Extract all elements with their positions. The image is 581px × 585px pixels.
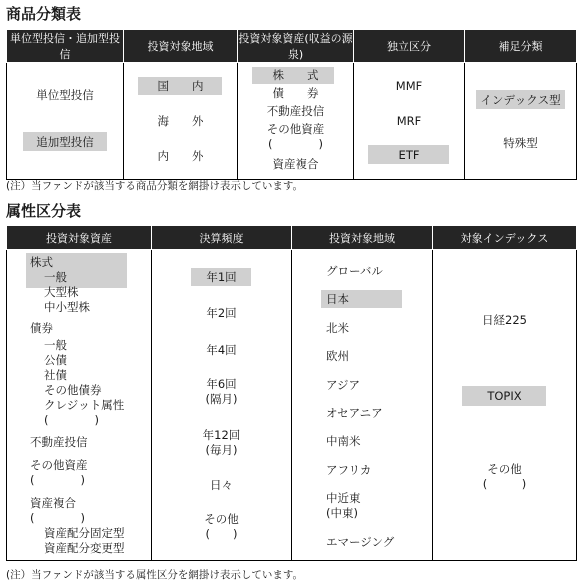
item-mrf: MRF: [396, 114, 422, 128]
item-index-type: インデックス型: [480, 93, 561, 107]
cell-independent: [354, 63, 465, 180]
item-africa: アフリカ: [326, 463, 372, 477]
item-multi-asset: 資産複合: [272, 157, 319, 171]
cell-supplementary: [465, 63, 577, 180]
item-middle-east: 中近東: [326, 491, 361, 505]
item-additional-type: 追加型投信: [36, 135, 94, 149]
item-fixed-allocation: 資産配分固定型: [44, 526, 125, 540]
item-latin-america: 中南米: [326, 434, 361, 448]
item-other-asset-attr: その他資産: [30, 458, 88, 472]
item-japan: 日本: [326, 292, 349, 306]
header-asset: 投資対象資産(収益の源泉): [238, 30, 354, 63]
header-unit-additional: 単位型投信・追加型投信: [7, 30, 124, 63]
item-credit-paren: ( ): [44, 413, 99, 427]
item-oceania: オセアニア: [326, 406, 383, 420]
item-global: グローバル: [326, 264, 383, 278]
header-asset-class: 投資対象資産: [7, 226, 152, 250]
section1-note: (注）当ファンドが該当する商品分類を網掛け表示しています。: [6, 180, 304, 192]
item-domestic: 国 内: [157, 79, 204, 93]
item-settlement-other-paren: ( ): [205, 527, 238, 541]
item-annual: 年1回: [206, 270, 237, 284]
item-multi-asset-attr: 資産複合: [30, 496, 76, 510]
cell-asset: [238, 63, 354, 180]
item-mmf: MMF: [395, 79, 423, 93]
item-bond-general: 一般: [44, 338, 67, 352]
header-target-region: 投資対象地域: [292, 226, 433, 250]
item-large-cap: 大型株: [44, 285, 79, 299]
section2-note: (注）当ファンドが該当する属性区分を網掛け表示しています。: [6, 569, 304, 581]
item-bimonthly-paren: (隔月): [205, 392, 238, 406]
item-multi-asset-paren: ( ): [30, 511, 85, 525]
item-emerging: エマージング: [326, 535, 395, 549]
header-target-index: 対象インデックス: [433, 226, 577, 250]
item-unit-type: 単位型投信: [36, 88, 94, 102]
item-bimonthly: 年6回: [206, 377, 237, 391]
item-asia: アジア: [326, 378, 361, 392]
item-monthly-paren: (毎月): [205, 443, 238, 457]
attribute-classification-table: [6, 225, 577, 561]
section2-title: 属性区分表: [6, 202, 82, 220]
item-equity: 株 式: [272, 68, 319, 82]
item-special-type: 特殊型: [503, 136, 538, 150]
item-daily: 日々: [210, 478, 233, 492]
header-independent: 独立区分: [354, 30, 465, 63]
item-reit: 不動産投信: [266, 104, 325, 118]
item-small-mid-cap: 中小型株: [44, 300, 90, 314]
item-stock-general: 一般: [44, 270, 67, 284]
item-credit-attribute: クレジット属性: [44, 398, 125, 412]
cell-region: [124, 63, 238, 180]
item-variable-allocation: 資産配分変更型: [44, 541, 125, 555]
product-classification-table: [6, 29, 577, 180]
item-stock: 株式: [30, 255, 53, 269]
header-region: 投資対象地域: [124, 30, 238, 63]
item-other-assets: その他資産: [266, 122, 325, 136]
item-settlement-other: その他: [204, 512, 239, 526]
item-index-other: その他: [487, 462, 522, 476]
header-supplementary: 補足分類: [465, 30, 577, 63]
item-corporate-bond: 社債: [44, 368, 67, 382]
item-monthly: 年12回: [202, 428, 241, 442]
item-quarterly: 年4回: [206, 343, 237, 357]
item-other-asset-paren: ( ): [30, 473, 85, 487]
item-other-bond: その他債券: [44, 383, 102, 397]
cell-target-index: [433, 250, 577, 561]
item-europe: 欧州: [326, 349, 349, 363]
item-public-bond: 公債: [44, 353, 67, 367]
item-topix: TOPIX: [487, 389, 522, 403]
item-semiannual: 年2回: [206, 306, 237, 320]
item-bonds: 債券: [30, 321, 53, 335]
item-reit-attr: 不動産投信: [30, 435, 88, 449]
cell-unit-additional: [7, 63, 124, 180]
item-etf: ETF: [398, 148, 420, 162]
cell-settlement: [152, 250, 292, 561]
item-other-assets-paren: ( ): [268, 137, 323, 151]
item-index-other-paren: ( ): [482, 477, 527, 491]
cell-target-region: [292, 250, 433, 561]
item-nikkei225: 日経225: [482, 313, 527, 327]
section1-title: 商品分類表: [6, 5, 82, 23]
item-middle-east-paren: (中東): [326, 506, 358, 520]
cell-asset-class: [7, 250, 152, 561]
item-domestic-overseas: 内 外: [157, 149, 204, 163]
item-overseas: 海 外: [157, 114, 204, 128]
item-north-america: 北米: [326, 321, 349, 335]
item-bond: 債 券: [272, 86, 319, 100]
header-settlement: 決算頻度: [152, 226, 292, 250]
